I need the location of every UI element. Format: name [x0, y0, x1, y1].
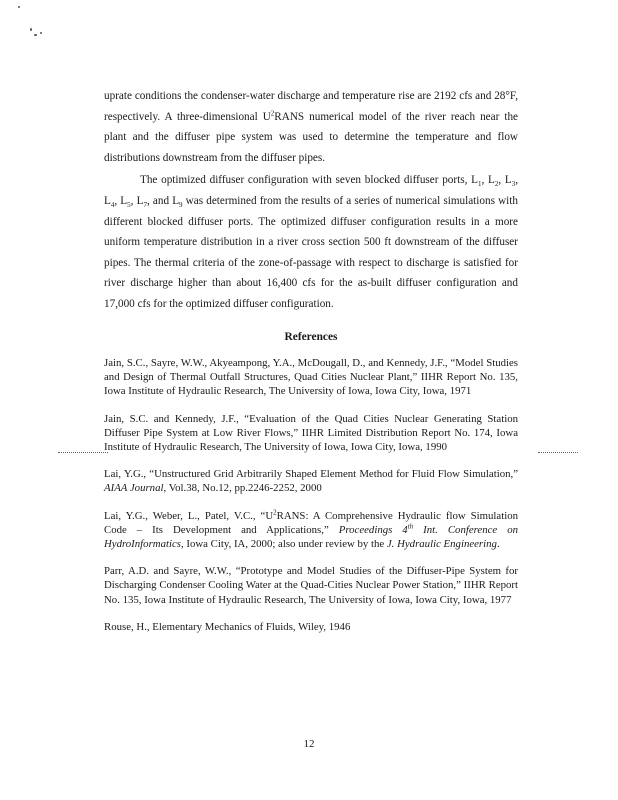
references-list — [104, 356, 518, 647]
text-run: . — [496, 538, 500, 551]
scan-speck — [30, 28, 32, 31]
scan-specks — [18, 6, 58, 46]
subscript: 4 — [110, 201, 115, 210]
text-run: The optimized diffuser configuration with seven blocked diffuser ports, L — [140, 174, 478, 187]
text-run: , L — [104, 174, 518, 207]
reference-item — [104, 509, 518, 552]
scan-artifact-right — [538, 452, 578, 455]
subscript: 5 — [127, 201, 131, 210]
text-run: RANS numerical model of the river reach near the plant and the diffuser pipe system was used to determine the temperature and flow distributions downstream from the diffuser pipes. — [104, 110, 519, 164]
text-run: , L — [114, 194, 128, 207]
paragraph-1 — [104, 86, 518, 168]
text-run: , Vol.38, No.12, pp.2246-2252, 2000 — [163, 482, 322, 495]
reference-item — [104, 467, 518, 495]
text-run: Lai, Y.G., “Unstructured Grid Arbitrarily Shaped Element Method for Fluid Flow Simulation,” — [104, 468, 518, 481]
text-run: , L — [481, 174, 495, 187]
text-run: Lai, Y.G., Weber, L., Patel, V.C., “U — [104, 509, 274, 522]
reference-item: Rouse, H., Elementary Mechanics of Fluids, Wiley, 1946 — [104, 620, 351, 633]
reference-item: Jain, S.C., Sayre, W.W., Akyeampong, Y.A., McDougall, D., and Kennedy, J.F., “Model Studies and Design of Thermal Outfall Structures, Quad Cities Nuclear Plant,” IIHR Report No. 135, Iowa Institute of Hydraulic Research, The University of Iowa, Iowa City, Iowa, 1971 — [104, 357, 518, 398]
references-heading: References — [284, 331, 338, 343]
superscript: 2 — [270, 108, 275, 117]
text-run: was determined from the results of a series of numerical simulations with different blocked diffuser ports. The optimized diffuser configuration results in a more uniform temperature distribution in a river cross section 500 ft downstream of the diffuser pipes. The thermal criteria of the zone-of-passage with respect to discharge is satisfied for river discharge higher than about 16,400 cfs for the as-built diffuser configuration and 17,000 cfs for the optimized diffuser configuration. — [104, 194, 518, 310]
scan-speck — [34, 34, 37, 36]
subscript: 9 — [179, 201, 183, 210]
paragraph-2 — [104, 170, 518, 314]
subscript: 7 — [143, 201, 147, 210]
journal-title: J. Hydraulic Engineering — [386, 538, 497, 551]
body-text — [104, 86, 518, 315]
subscript: 2 — [494, 180, 499, 189]
text-run: , L — [498, 174, 512, 187]
subscript: 1 — [477, 180, 482, 189]
text-run: , and L — [146, 194, 180, 207]
scan-speck — [40, 32, 42, 34]
scan-artifact-left — [58, 452, 108, 455]
text-run: uprate conditions the condenser-water discharge and temperature rise are 2192 cfs and 28°F, respectively. A three-dimensional U — [104, 90, 518, 123]
text-run: , Iowa City, IA, 2000; also under review by the — [180, 538, 387, 551]
reference-item: Jain, S.C. and Kennedy, J.F., “Evaluation of the Quad Cities Nuclear Generating Station Diffuser Pipe System at Low River Flows,” IIHR Limited Distribution Report No. 174, Iowa Institute of Hydraulic Research, The University of Iowa, Iowa City, Iowa, 1990 — [104, 412, 518, 454]
text-run: , L — [130, 194, 144, 207]
journal-title: AIAA Journal — [104, 482, 164, 495]
subscript: 3 — [511, 180, 516, 189]
reference-item: Parr, A.D. and Sayre, W.W., “Prototype and Model Studies of the Diffuser-Pipe System for Discharging Condenser Cooling Water at the Quad-Cities Nuclear Power Station,” IIHR Report No. 135, Iowa Institute of Hydraulic Research, The University of Iowa, Iowa City, Iowa, 1977 — [104, 565, 518, 606]
page-number: 12 — [303, 738, 315, 750]
text-run: RANS: A Comprehensive Hydraulic flow Simulation Code – Its Development and Applications,” — [104, 509, 518, 536]
superscript: th — [407, 522, 414, 531]
text-run: Proceedings 4 — [338, 523, 408, 536]
text-run: Int. Conference on HydroInformatics — [104, 523, 518, 551]
scan-speck — [18, 6, 20, 8]
superscript: 2 — [273, 508, 277, 517]
